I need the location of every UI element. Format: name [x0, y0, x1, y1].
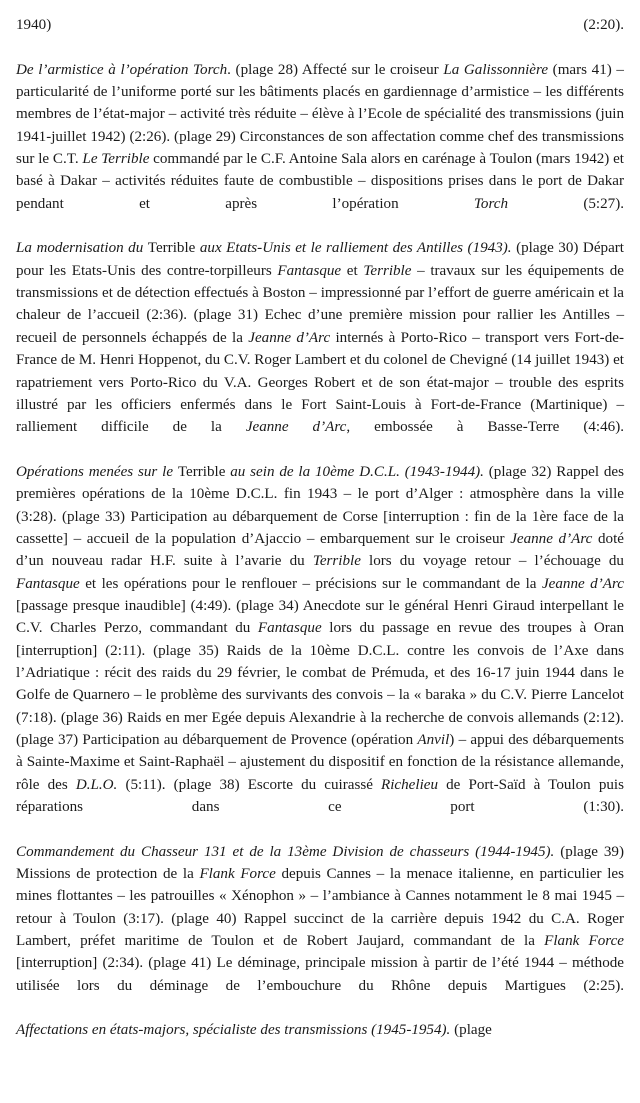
italic-run: Flank Force — [544, 933, 624, 950]
document-text-body — [16, 14, 624, 1042]
text-run: Terrible — [147, 240, 196, 257]
italic-run: La Galissonnière — [443, 61, 549, 78]
italic-run: Jeanne d’Arc — [510, 530, 593, 547]
text-run: (plage — [450, 1022, 492, 1039]
italic-run: Fantasque — [257, 620, 322, 637]
italic-run: Fantasque — [277, 262, 342, 279]
text-run: – travaux sur les équipements de transmissions et de détection effectués à Boston – impressionné par l’effort de guerre américain et la chaleur de l’accueil (2:36). (plage 31) Echec d’une première mission pour rallier les Antilles – recueil de personnels échappés de la — [16, 262, 624, 346]
paragraph — [16, 841, 624, 1020]
paragraph — [16, 461, 624, 841]
text-run: (mars 41) – particularité de l’uniforme porté sur les bâtiments placés en gardiennage d’armistice – les différents membres de l’état-major – activité très réduite – élève à l’Ecole de spécialité des transmissions (juin 1941-juillet 1942) (2:26). (plage 29) Circonstances de son affectation comme chef des transmissions sur le C.T. — [16, 61, 624, 168]
text-run: lors du passage en revue des troupes à Oran [interruption] (2:11). (plage 35) Raids de la 10ème D.C.L. contre les convois de l’Axe dans l’Adriatique : récit des raids du 29 février, le combat de Prémuda, et des 16-17 juin 1944 dans le Golfe de Quarnero – le problème des survivants des convois – la « baraka » du C.V. Pierre Lancelot (7:18). (plage 36) Raids en mer Egée depuis Alexandrie à la recherche de convois allemands (2:12). (plage 37) Participation au débarquement de Provence (opération — [16, 620, 624, 748]
italic-run: Anvil — [417, 732, 450, 748]
italic-run: Terrible — [312, 553, 361, 570]
italic-run: Torch — [193, 61, 228, 78]
paragraph — [16, 14, 624, 59]
italic-run: Torch — [473, 195, 509, 212]
italic-run: Richelieu — [381, 776, 439, 793]
text-run: et — [341, 262, 364, 279]
italic-run: Terrible — [363, 262, 412, 279]
italic-run: Flank Force — [199, 866, 276, 883]
text-run: Terrible — [177, 463, 226, 480]
text-run: (plage 30) Départ pour les Etats-Unis des contre-torpilleurs — [16, 240, 624, 279]
text-run: ) – appui des débarquements à Sainte-Maxime et Saint-Raphaël – ajustement du dispositif en fonction de la résistance allemande, rôle des — [16, 732, 624, 793]
italic-run: Jeanne d’Arc — [541, 575, 624, 592]
text-run: (plage 32) Rappel des premières opérations de la 10ème D.C.L. fin 1943 – le port d’Alger : atmosphère dans la ville (3:28). (plage 33) Participation au débarquement de Corse [interruption : fin de la 1ère face de la cassette] – accueil de la population d’Ajaccio – embarquement sur le croiseur — [16, 463, 624, 547]
italic-run: La modernisation du — [16, 240, 148, 257]
paragraph — [16, 237, 624, 460]
text-run: (plage 39) Missions de protection de la — [16, 843, 624, 883]
italic-run: Le Terrible — [82, 151, 150, 168]
paragraph — [16, 59, 624, 238]
text-run: depuis Cannes – la menace italienne, en particulier les mines flottantes – les patrouilles « Xénophon » – l’ambiance à Cannes notamment le 8 mai 1945 – retour à Toulon (3:17). (plage 40) Rappel succinct de la carrière depuis 1942 du C.A. Roger Lambert, préfet maritime de Toulon et de Robert Jaujard, commandant de la — [16, 866, 624, 950]
text-run: . (plage 28) Affecté sur le croiseur — [227, 61, 444, 78]
italic-run: Jeanne d’Arc — [245, 419, 347, 436]
italic-run: Affectations en états-majors, spécialiste des transmissions (1945-1954). — [16, 1022, 451, 1039]
italic-run: Commandement du Chasseur 131 et de la 13ème Division de chasseurs (1944-1945). — [16, 843, 555, 860]
text-run: (5:11). (plage 38) Escorte du cuirassé — [117, 776, 382, 793]
italic-run: De l’armistice à l’opération — [16, 61, 194, 78]
text-run: (5:27). — [508, 195, 624, 212]
italic-run: Fantasque — [16, 575, 80, 592]
paragraph — [16, 1019, 624, 1041]
text-run: de Port-Saïd à Toulon puis réparations dans ce port (1:30). — [16, 776, 624, 816]
italic-run: Opérations menées sur le — [16, 463, 178, 480]
text-run: et les opérations pour le renflouer – précisions sur le commandant de la — [79, 575, 542, 592]
text-run: doté d’un nouveau radar H.F. suite à l’avarie du — [16, 530, 624, 570]
italic-run: Jeanne d’Arc — [248, 329, 331, 346]
text-run: , embossée à Basse-Terre (4:46). — [346, 419, 625, 436]
italic-run: aux Etats-Unis et le ralliement des Antilles (1943). — [195, 240, 512, 257]
text-run: internés à Porto-Rico – transport vers Fort-de-France de M. Henri Hoppenot, du C.V. Roger Lambert et du colonel de Chevigné (14 juillet 1943) et rapatriement vers Porto-Rico du V.A. Georges Robert et de son état-major – trouble des esprits illustré par les officiers enfermés dans le Fort Saint-Louis à Fort-de-France (Martinique) – ralliement difficile de la — [16, 329, 624, 436]
text-run: [interruption] (2:34). (plage 41) Le déminage, principale mission à partir de l’été 1944 – méthode utilisée lors du déminage de l’embouchure du Rhône depuis Martigues (2:25). — [16, 955, 624, 994]
text-run: commandé par le C.F. Antoine Sala alors en carénage à Toulon (mars 1942) et basé à Dakar – activités réduites faute de combustible – dispositions prises dans le port de Dakar pendant et après l’opération — [16, 151, 624, 212]
text-run: lors du voyage retour – l’échouage du — [360, 553, 624, 570]
text-run: 1940) (2:20). — [16, 17, 624, 33]
italic-run: au sein de la 10ème D.C.L. (1943-1944). — [225, 463, 484, 480]
text-run: [passage presque inaudible] (4:49). (plage 34) Anecdote sur le général Henri Giraud interpellant le C.V. Charles Perzo, commandant du — [16, 597, 624, 637]
italic-run: D.L.O. — [75, 776, 118, 793]
